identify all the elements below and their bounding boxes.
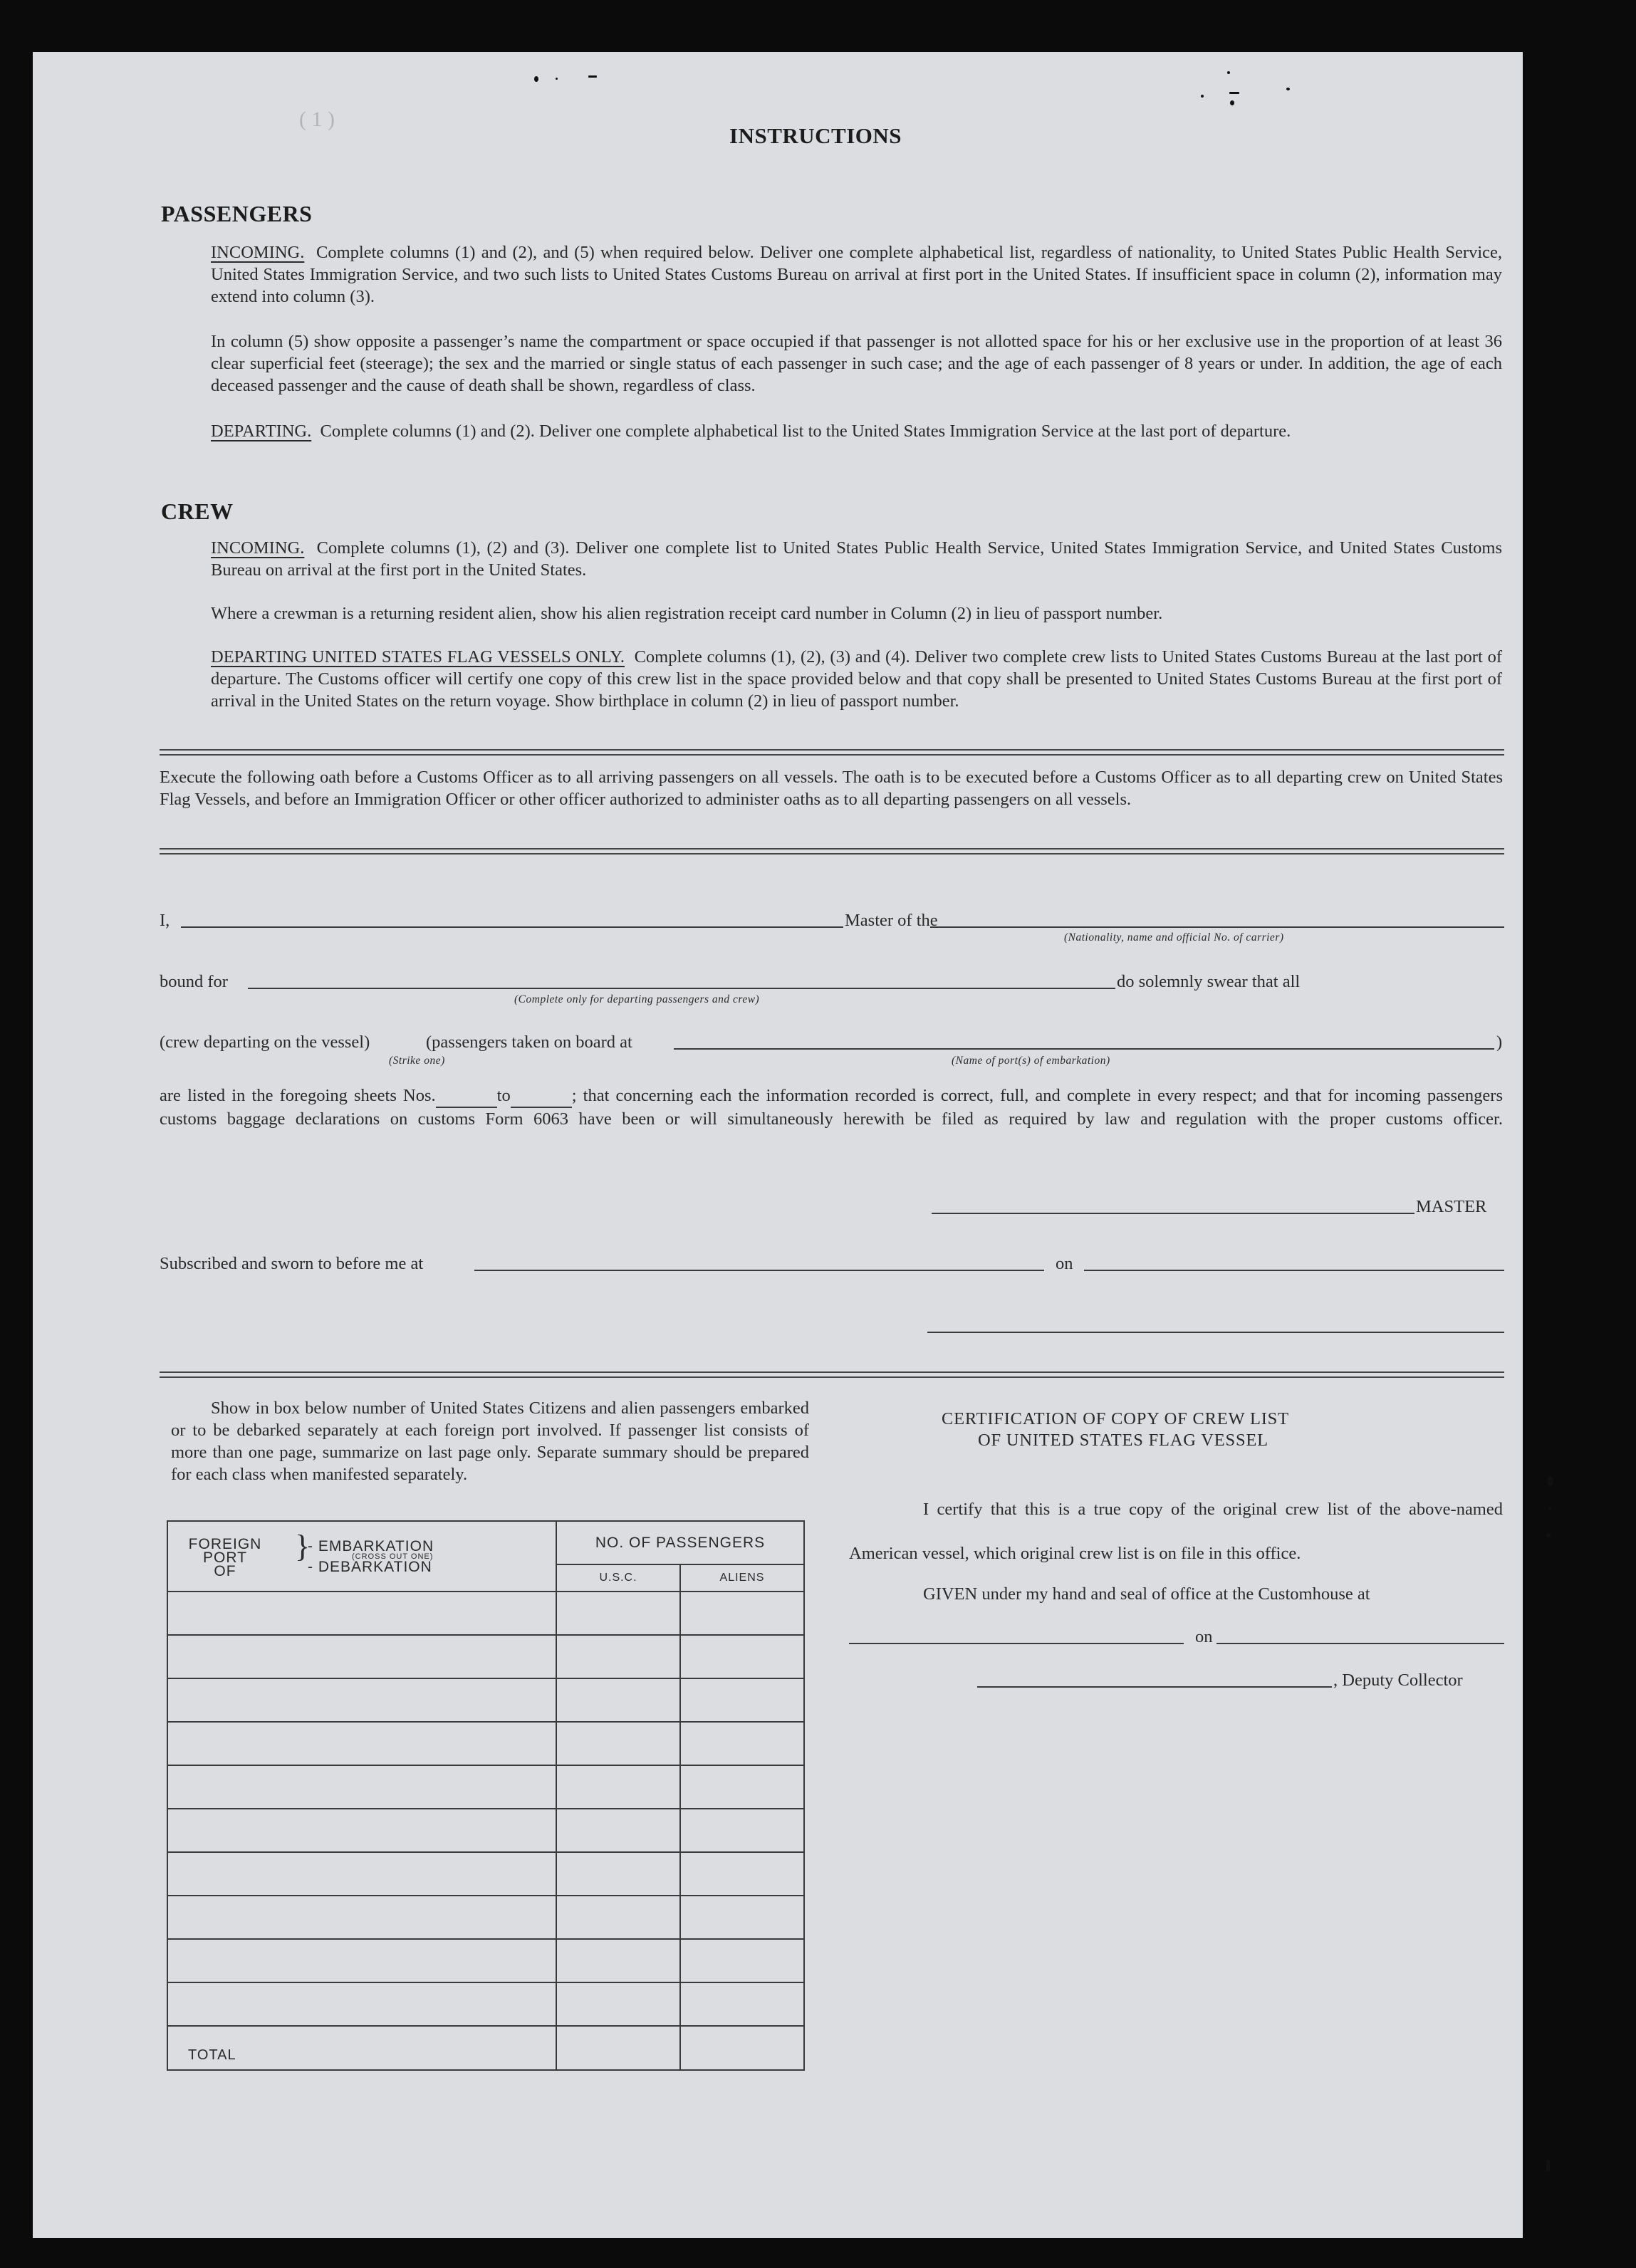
crew-heading: CREW <box>161 498 234 524</box>
aliens-cell[interactable] <box>680 1982 804 2026</box>
foreign-label: FOREIGN <box>188 1536 262 1552</box>
master-of-the-label: Master of the <box>845 911 938 930</box>
port-cell[interactable] <box>167 1896 556 1939</box>
passengers-heading: PASSENGERS <box>161 201 313 226</box>
embarkation-label: - EMBARKATION <box>308 1538 434 1554</box>
aliens-cell[interactable] <box>680 1635 804 1678</box>
table-row <box>167 1809 804 1852</box>
usc-cell[interactable] <box>556 1939 680 1982</box>
ports-caption: (Name of port(s) of embarkation) <box>952 1055 1110 1067</box>
passengers-departing-text: Complete columns (1) and (2). Deliver one complete alphabetical list to the United States Immigration Service at the last port of departure. <box>320 422 1291 441</box>
aliens-cell[interactable] <box>680 1592 804 1635</box>
ink-speck <box>1547 1476 1553 1486</box>
ink-speck <box>1229 92 1239 94</box>
table-row <box>167 1592 804 1635</box>
total-row <box>167 2026 804 2070</box>
table-row <box>167 1896 804 1939</box>
usc-cell[interactable] <box>556 1592 680 1635</box>
deputy-collector-label: , Deputy Collector <box>1333 1671 1463 1690</box>
port-cell[interactable] <box>167 1809 556 1852</box>
table-row <box>167 1678 804 1722</box>
brace-icon: } <box>295 1529 311 1564</box>
usc-header: U.S.C. <box>556 1564 680 1592</box>
aliens-total-cell[interactable] <box>680 2026 804 2070</box>
passengers-taken-option: (passengers taken on board at <box>426 1033 632 1052</box>
crew-departing-text: Complete columns (1), (2), (3) and (4). Deliver two complete crew lists to United States Customs Bureau at the last port of departure. The Customs officer will certify one copy of this crew list in the space provided below and that copy shall be presented to United States Customs Bureau at the first port of arrival in the United States on the return voyage. Show birthplace in column (2) in lieu of passport number. <box>211 647 1502 711</box>
crew-departing-option: (crew departing on the vessel) <box>160 1033 370 1052</box>
port-cell[interactable] <box>167 1635 556 1678</box>
listed-in-text: are listed in the foregoing sheets Nos. <box>160 1086 436 1105</box>
port-label: PORT <box>203 1550 247 1566</box>
ink-speck <box>1201 95 1204 98</box>
ink-speck <box>1230 100 1234 105</box>
summary-note: Show in box below number of United States Citizens and alien passengers embarked or to be debarked separately at each foreign port involved. If passenger list consists of more than one page, summarize on last page only. Separate summary should be prepared for each class when manifested separately. <box>171 1399 809 1484</box>
form-sheet <box>33 52 1523 2238</box>
passengers-column5-paragraph: In column (5) show opposite a passenger’s name the compartment or space occupied if that passenger is not allotted space for his or her exclusive use in the proportion of at least 36 clear superficial feet (steerage); the sex and the married or single status of each passenger in such case; and the age of each passenger of 8 years or under. In addition, the age of each deceased passenger and the cause of death shall be shown, regardless of class. <box>211 332 1502 395</box>
port-cell[interactable] <box>167 1765 556 1809</box>
double-rule <box>160 749 1504 756</box>
port-cell[interactable] <box>167 1592 556 1635</box>
sworn-date-field[interactable] <box>1084 1270 1504 1271</box>
aliens-cell[interactable] <box>680 1809 804 1852</box>
usc-cell[interactable] <box>556 1809 680 1852</box>
table-row <box>167 1939 804 1982</box>
customhouse-field[interactable] <box>849 1643 1184 1644</box>
oath-instructions: Execute the following oath before a Customs Officer as to all arriving passengers on all vessels. The oath is to be executed before a Customs Officer as to all departing crew on United States Flag Vessels, and before an Immigration Officer or other officer authorized to administer oaths as to all departing passengers on all vessels. <box>160 768 1503 809</box>
passengers-incoming-label: INCOMING. <box>211 243 305 262</box>
aliens-cell[interactable] <box>680 1765 804 1809</box>
crew-incoming-text: Complete columns (1), (2) and (3). Deliver one complete list to United States Public Health Service, United States Immigration Service, and United States Customs Bureau on arrival at the first port in the United States. <box>211 538 1503 580</box>
aliens-cell[interactable] <box>680 1852 804 1896</box>
sworn-place-field[interactable] <box>474 1270 1044 1271</box>
usc-cell[interactable] <box>556 1982 680 2026</box>
total-label: TOTAL <box>167 2026 556 2070</box>
page-title: INSTRUCTIONS <box>729 123 902 148</box>
certification-given: GIVEN under my hand and seal of office at the Customhouse at <box>923 1584 1370 1604</box>
crew-departing-paragraph <box>211 646 1502 712</box>
table-row <box>167 1635 804 1678</box>
debarkation-label: - DEBARKATION <box>308 1559 432 1575</box>
usc-total-cell[interactable] <box>556 2026 680 2070</box>
carrier-caption: (Nationality, name and official No. of carrier) <box>1064 931 1284 944</box>
master-label: MASTER <box>1416 1197 1487 1216</box>
oath-i: I, <box>160 911 170 930</box>
subscribed-label: Subscribed and sworn to before me at <box>160 1254 424 1273</box>
ink-speck <box>588 75 597 78</box>
usc-cell[interactable] <box>556 1722 680 1765</box>
usc-cell[interactable] <box>556 1896 680 1939</box>
oath-body <box>160 1085 1503 1130</box>
aliens-cell[interactable] <box>680 1678 804 1722</box>
embarkation-ports-field[interactable] <box>674 1048 1494 1050</box>
bound-for-label: bound for <box>160 972 228 991</box>
port-cell[interactable] <box>167 1678 556 1722</box>
port-cell[interactable] <box>167 1722 556 1765</box>
passengers-incoming-text: Complete columns (1) and (2), and (5) when required below. Deliver one complete alphabetical list, regardless of nationality, to United States Public Health Service, United States Immigration Service, and two such lists to United States Customs Bureau on arrival at first port in the United States. If insufficient space in column (2), information may extend into column (3). <box>211 243 1503 306</box>
ink-speck <box>1546 1533 1551 1537</box>
aliens-cell[interactable] <box>680 1939 804 1982</box>
deputy-collector-signature-field[interactable] <box>977 1686 1332 1688</box>
carrier-field[interactable] <box>930 926 1504 928</box>
table-row <box>167 1765 804 1809</box>
port-header-cell <box>167 1521 556 1592</box>
usc-cell[interactable] <box>556 1852 680 1896</box>
usc-cell[interactable] <box>556 1678 680 1722</box>
sheet-to-field[interactable] <box>511 1085 572 1108</box>
certification-date-field[interactable] <box>1216 1643 1504 1644</box>
certification-text: I certify that this is a true copy of the original crew list of the above-named American vessel, which original crew list is on file in this office. <box>849 1500 1503 1563</box>
usc-cell[interactable] <box>556 1635 680 1678</box>
crew-departing-label: DEPARTING UNITED STATES FLAG VESSELS ONLY. <box>211 647 625 667</box>
passengers-departing-label: DEPARTING. <box>211 422 312 441</box>
ink-speck <box>1286 88 1290 90</box>
faint-page-number: ( 1 ) <box>299 108 335 131</box>
oath-remainder-text: ; that concerning each the information recorded is correct, full, and complete in every respect; and that for incoming passengers customs baggage declarations on customs Form 6063 have been or will simultaneously herewith be filed as required by law and regulation with the proper customs officer. <box>160 1086 1503 1129</box>
aliens-cell[interactable] <box>680 1896 804 1939</box>
ink-speck <box>1546 2160 1550 2171</box>
passengers-departing-paragraph <box>211 420 1502 442</box>
bound-caption: (Complete only for departing passengers and crew) <box>514 993 760 1005</box>
table-row <box>167 1722 804 1765</box>
passengers-incoming-paragraph <box>211 241 1502 308</box>
double-rule <box>160 1371 1504 1378</box>
master-name-field[interactable] <box>181 926 843 928</box>
ink-speck <box>534 76 538 82</box>
master-signature-field[interactable] <box>932 1213 1414 1214</box>
passenger-summary-table <box>167 1520 805 2071</box>
to-text: to <box>496 1086 511 1105</box>
of-label: OF <box>214 1563 236 1579</box>
double-rule <box>160 848 1504 855</box>
no-of-passengers-header: NO. OF PASSENGERS <box>556 1521 804 1564</box>
ink-speck <box>556 78 558 80</box>
swear-text: do solemnly swear that all <box>1117 972 1301 991</box>
usc-cell[interactable] <box>556 1765 680 1809</box>
port-cell[interactable] <box>167 1939 556 1982</box>
sworn-on-label: on <box>1056 1254 1073 1273</box>
aliens-cell[interactable] <box>680 1722 804 1765</box>
port-cell[interactable] <box>167 1982 556 2026</box>
table-row <box>167 1852 804 1896</box>
cross-out-label: (CROSS OUT ONE) <box>352 1552 434 1561</box>
bound-for-field[interactable] <box>248 988 1115 989</box>
strike-one-caption: (Strike one) <box>389 1055 445 1067</box>
sheet-from-field[interactable] <box>436 1085 497 1108</box>
ink-speck <box>1227 71 1230 74</box>
certification-on-label: on <box>1195 1627 1213 1646</box>
table-row <box>167 1982 804 2026</box>
officer-signature-field[interactable] <box>927 1332 1504 1333</box>
crew-resident-alien-text: Where a crewman is a returning resident alien, show his alien registration receipt card number in Column (2) in lieu of passport number. <box>211 604 1163 623</box>
crew-incoming-label: INCOMING. <box>211 538 305 558</box>
closing-paren: ) <box>1496 1033 1503 1052</box>
port-cell[interactable] <box>167 1852 556 1896</box>
certification-heading-1: CERTIFICATION OF COPY OF CREW LIST <box>942 1409 1289 1428</box>
aliens-header: ALIENS <box>680 1564 804 1592</box>
ink-speck <box>1548 1507 1551 1510</box>
crew-incoming-paragraph <box>211 537 1502 581</box>
certification-heading-2: OF UNITED STATES FLAG VESSEL <box>978 1431 1268 1450</box>
